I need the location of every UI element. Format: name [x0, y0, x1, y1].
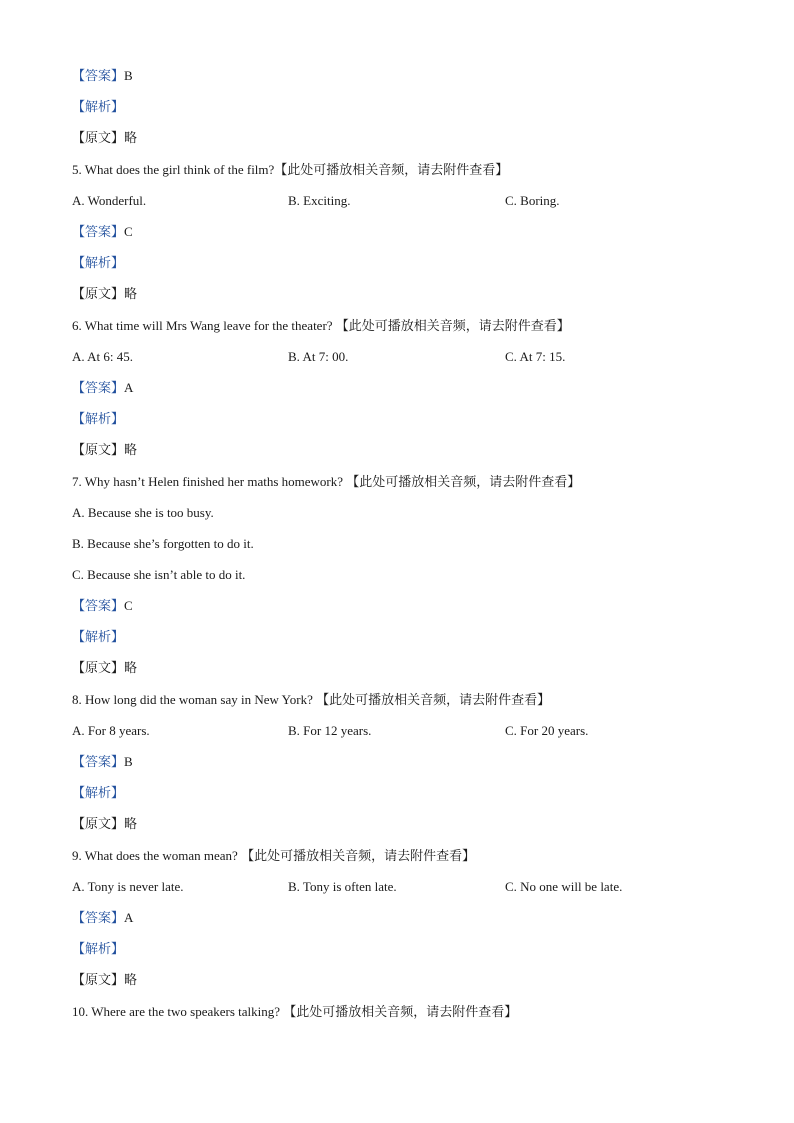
analysis-line [72, 784, 124, 802]
option-a: A. At 6: 45. [72, 349, 134, 364]
option-b: B. For 12 years. [288, 723, 372, 738]
answer-value: A [124, 910, 134, 925]
original-value: 略 [124, 660, 138, 675]
analysis-line [72, 254, 124, 272]
original-value: 略 [124, 286, 138, 301]
answer-line [72, 67, 133, 85]
answer-value: C [124, 598, 133, 613]
answer-tag: 【答案】 [72, 380, 125, 395]
answer-tag: 【答案】 [72, 910, 125, 925]
option-c: C. Because she isn’t able to do it. [72, 567, 246, 582]
question-stem: 5. What does the girl think of the film?【此处可播放相关音频，请去附件查看】 [72, 162, 509, 177]
analysis-line [72, 628, 124, 646]
answer-tag: 【答案】 [72, 68, 125, 83]
original-line [72, 971, 137, 989]
analysis-tag: 【解析】 [72, 941, 125, 956]
question-stem: 8. How long did the woman say in New York? 【此处可播放相关音频，请去附件查看】 [72, 692, 551, 707]
analysis-line [72, 940, 124, 958]
answer-value: B [124, 68, 133, 83]
analysis-tag: 【解析】 [72, 99, 125, 114]
original-line [72, 441, 137, 459]
option-c: C. Boring. [505, 193, 560, 208]
option-b: B. Because she’s forgotten to do it. [72, 536, 254, 551]
original-value: 略 [124, 442, 138, 457]
answer-value: B [124, 754, 133, 769]
option-a: A. For 8 years. [72, 723, 150, 738]
original-value: 略 [124, 816, 138, 831]
original-tag: 【原文】 [72, 972, 125, 987]
answer-line [72, 223, 133, 241]
answer-line [72, 379, 133, 397]
analysis-tag: 【解析】 [72, 411, 125, 426]
option-a: A. Wonderful. [72, 193, 147, 208]
option-b: B. At 7: 00. [288, 349, 349, 364]
original-tag: 【原文】 [72, 816, 125, 831]
option-c: C. At 7: 15. [505, 349, 566, 364]
option-c: C. No one will be late. [505, 879, 623, 894]
answer-value: A [124, 380, 134, 395]
answer-line [72, 909, 133, 927]
analysis-line [72, 98, 124, 116]
original-tag: 【原文】 [72, 130, 125, 145]
answer-tag: 【答案】 [72, 224, 125, 239]
option-c: C. For 20 years. [505, 723, 589, 738]
analysis-tag: 【解析】 [72, 785, 125, 800]
answer-line [72, 597, 133, 615]
option-b: B. Exciting. [288, 193, 351, 208]
question-stem: 10. Where are the two speakers talking? 【此处可播放相关音频，请去附件查看】 [72, 1004, 518, 1019]
question-stem: 7. Why hasn’t Helen finished her maths homework? 【此处可播放相关音频，请去附件查看】 [72, 474, 581, 489]
original-tag: 【原文】 [72, 442, 125, 457]
answer-tag: 【答案】 [72, 598, 125, 613]
original-line [72, 129, 137, 147]
original-value: 略 [124, 972, 138, 987]
original-line [72, 815, 137, 833]
answer-value: C [124, 224, 133, 239]
analysis-line [72, 410, 124, 428]
option-a: A. Tony is never late. [72, 879, 184, 894]
original-line [72, 659, 137, 677]
option-a: A. Because she is too busy. [72, 505, 214, 520]
analysis-tag: 【解析】 [72, 629, 125, 644]
original-line [72, 285, 137, 303]
question-stem: 9. What does the woman mean? 【此处可播放相关音频，请去附件查看】 [72, 848, 476, 863]
option-b: B. Tony is often late. [288, 879, 397, 894]
original-tag: 【原文】 [72, 286, 125, 301]
original-value: 略 [124, 130, 138, 145]
answer-tag: 【答案】 [72, 754, 125, 769]
analysis-tag: 【解析】 [72, 255, 125, 270]
question-stem: 6. What time will Mrs Wang leave for the theater? 【此处可播放相关音频，请去附件查看】 [72, 318, 570, 333]
answer-line [72, 753, 133, 771]
original-tag: 【原文】 [72, 660, 125, 675]
